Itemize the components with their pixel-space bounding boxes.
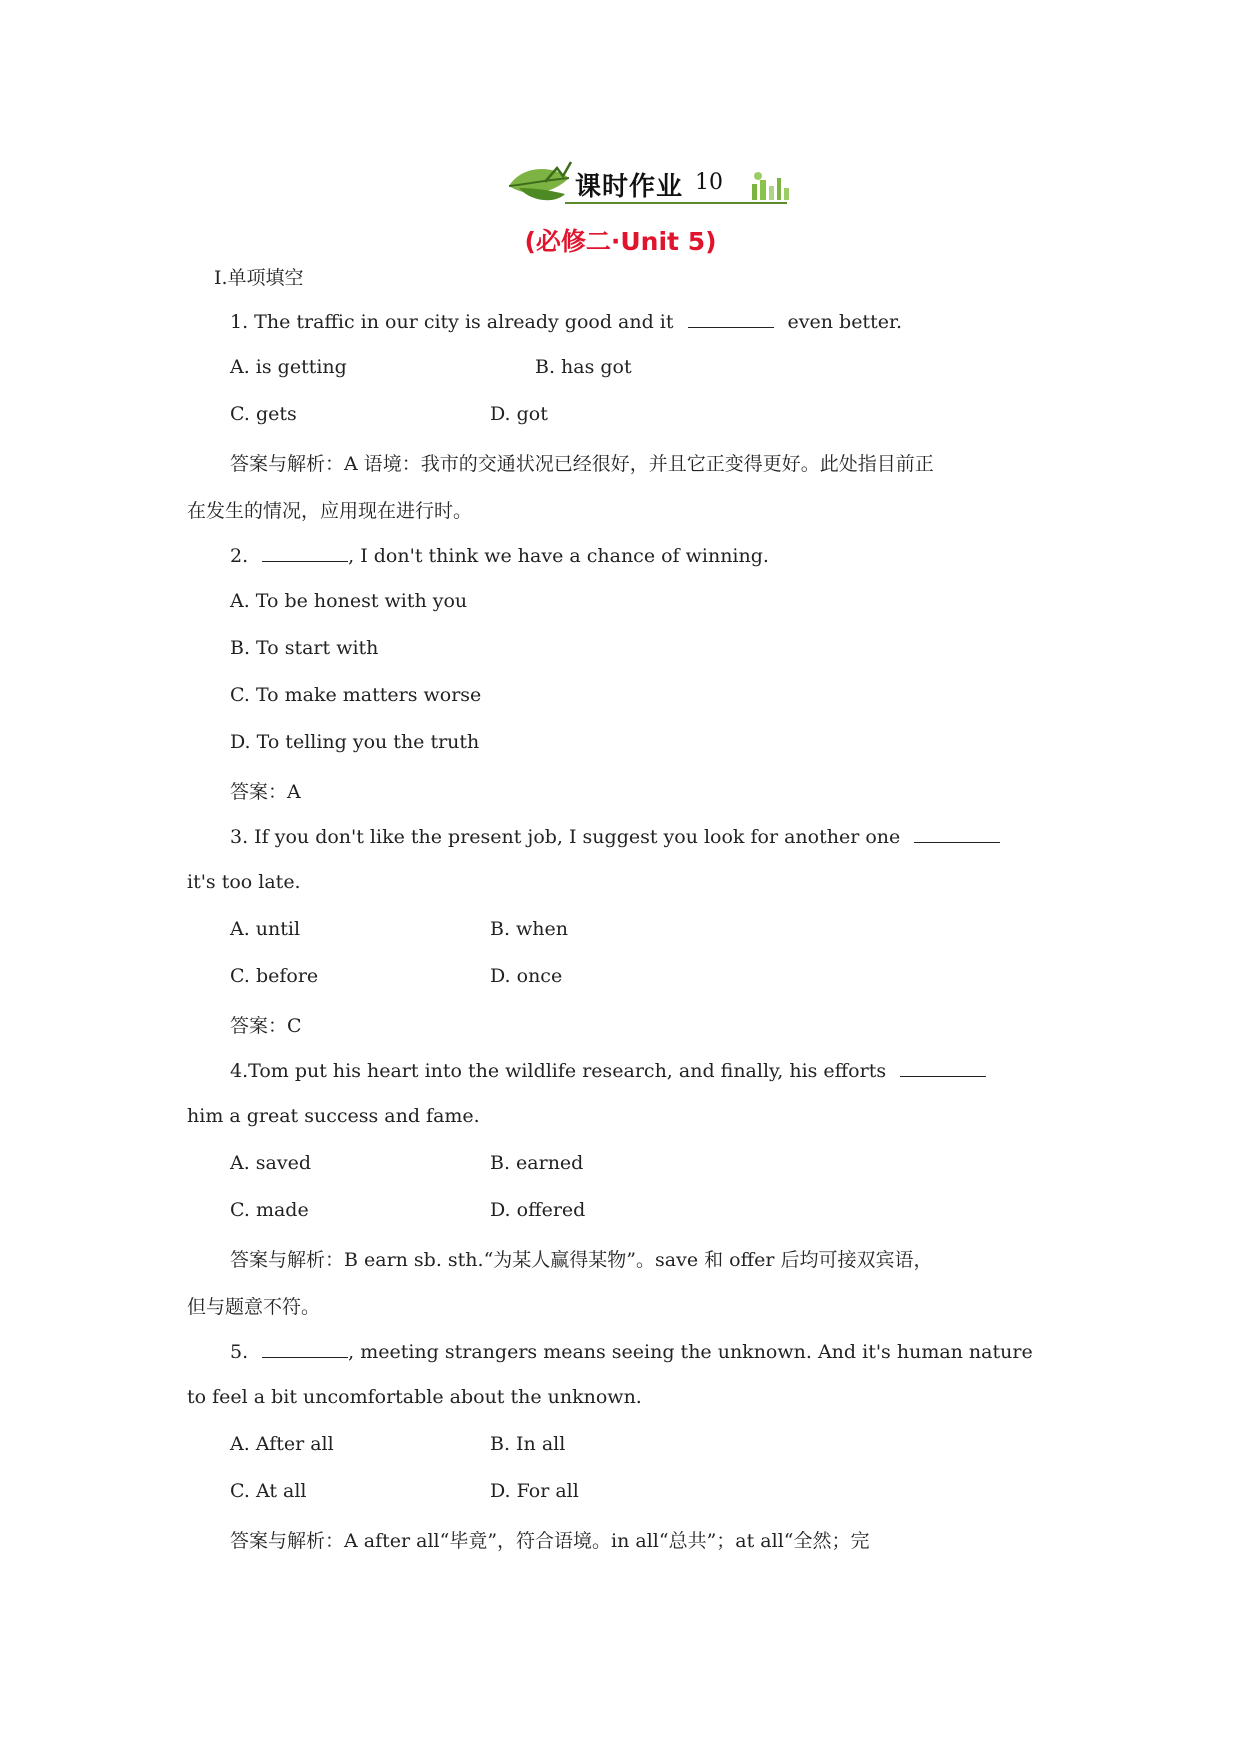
answer-blank xyxy=(900,1058,986,1077)
question-5-answer: 答案与解析：A after all“毕竟”，符合语境。in all“总共”；at all“全然；完 xyxy=(230,1530,870,1552)
question-1-option-d: D. got xyxy=(490,403,548,425)
question-4-option-c: C. made xyxy=(230,1199,309,1221)
question-2-option-d: D. To telling you the truth xyxy=(230,731,480,753)
section-heading: Ⅰ.单项填空 xyxy=(214,267,304,289)
question-5-option-d: D. For all xyxy=(490,1480,579,1502)
question-5-stem: 5. , meeting strangers means seeing the unknown. And it's human nature xyxy=(230,1341,1033,1363)
question-1-answer-continued: 在发生的情况，应用现在进行时。 xyxy=(187,500,473,522)
question-5-option-b: B. In all xyxy=(490,1433,566,1455)
question-1-option-b: B. has got xyxy=(535,356,632,378)
question-3-option-d: D. once xyxy=(490,965,563,987)
question-3-stem-continued: it's too late. xyxy=(187,871,301,893)
question-1-answer: 答案与解析：A 语境：我市的交通状况已经很好，并且它正变得更好。此处指目前正 xyxy=(230,453,934,475)
city-skyline-icon xyxy=(748,170,792,202)
worksheet-header xyxy=(505,158,795,210)
question-3-option-a: A. until xyxy=(230,918,301,940)
question-4-answer-continued: 但与题意不符。 xyxy=(187,1296,321,1318)
question-4-answer: 答案与解析：B earn sb. sth.“为某人赢得某物”。save 和 offer 后均可接双宾语， xyxy=(230,1249,933,1271)
question-2-option-a: A. To be honest with you xyxy=(230,590,468,612)
question-2-option-c: C. To make matters worse xyxy=(230,684,482,706)
question-1-option-a: A. is getting xyxy=(230,356,347,378)
leaf-logo-icon xyxy=(505,158,585,208)
question-3-answer: 答案：C xyxy=(230,1015,302,1037)
question-3-stem: 3. If you don't like the present job, I suggest you look for another one xyxy=(230,824,1000,848)
question-4-stem: 4.Tom put his heart into the wildlife research, and finally, his efforts xyxy=(230,1058,986,1082)
question-5-option-a: A. After all xyxy=(230,1433,334,1455)
question-4-stem-continued: him a great success and fame. xyxy=(187,1105,480,1127)
answer-blank xyxy=(262,543,348,562)
question-4-option-b: B. earned xyxy=(490,1152,584,1174)
question-3-option-c: C. before xyxy=(230,965,319,987)
question-3-option-b: B. when xyxy=(490,918,569,940)
question-5-option-c: C. At all xyxy=(230,1480,307,1502)
worksheet-title: 课时作业 xyxy=(575,172,684,202)
answer-blank xyxy=(914,824,1000,843)
question-1-option-c: C. gets xyxy=(230,403,297,425)
question-2-stem: 2. , I don't think we have a chance of winning. xyxy=(230,545,769,567)
question-5-stem-continued: to feel a bit uncomfortable about the unknown. xyxy=(187,1386,642,1408)
question-2-option-b: B. To start with xyxy=(230,637,379,659)
header-underline xyxy=(565,202,787,204)
answer-blank xyxy=(688,309,774,328)
question-1-stem: 1. The traffic in our city is already good and it even better. xyxy=(230,311,902,333)
answer-blank xyxy=(262,1339,348,1358)
unit-subtitle: (必修二·Unit 5) xyxy=(524,227,717,256)
question-2-answer: 答案：A xyxy=(230,781,301,803)
worksheet-number: 10 xyxy=(695,170,723,195)
question-4-option-a: A. saved xyxy=(230,1152,312,1174)
question-4-option-d: D. offered xyxy=(490,1199,586,1221)
